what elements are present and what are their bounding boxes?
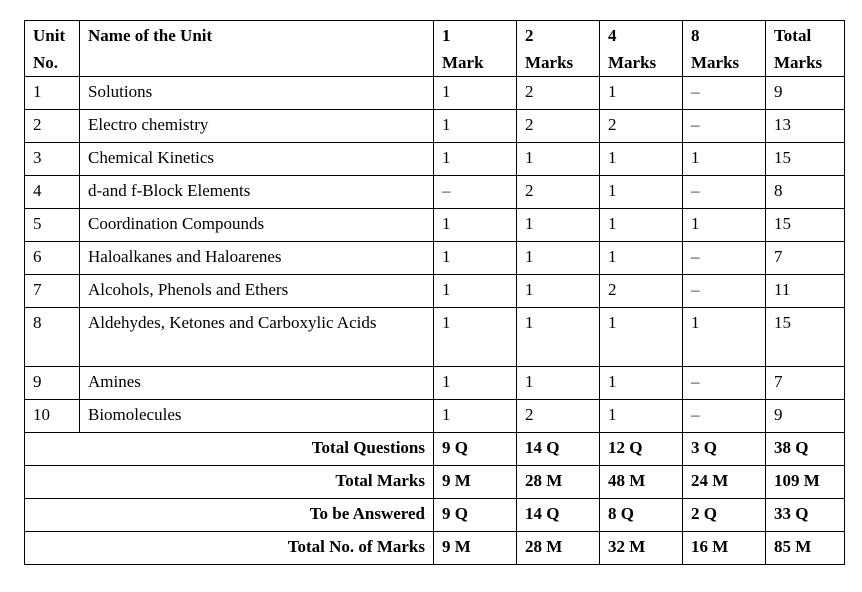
total-marks-cell: 7: [766, 242, 845, 275]
table-row: [25, 143, 845, 176]
eight-marks-cell: 1: [683, 143, 766, 176]
totals-four-marks: 48 M: [600, 466, 683, 499]
header-4-marks-line1: 4: [608, 26, 617, 45]
eight-marks-cell: 1: [683, 209, 766, 242]
unit-name-cell: d-and f-Block Elements: [80, 176, 434, 209]
four-marks-cell: 1: [600, 77, 683, 110]
header-total-marks-line2: Marks: [774, 53, 823, 72]
eight-marks-cell: –: [683, 275, 766, 308]
four-marks-cell: 1: [600, 367, 683, 400]
unit-no-cell: 8: [25, 308, 80, 367]
four-marks-cell: 1: [600, 400, 683, 433]
header-unit-no: [25, 21, 80, 77]
unit-no-cell: 9: [25, 367, 80, 400]
four-marks-cell: 1: [600, 143, 683, 176]
two-marks-cell: 1: [517, 143, 600, 176]
eight-marks-cell: –: [683, 110, 766, 143]
unit-name-cell: Solutions: [80, 77, 434, 110]
one-mark-cell: –: [434, 176, 517, 209]
totals-total: 85 M: [766, 532, 845, 565]
totals-two-marks: 28 M: [517, 466, 600, 499]
two-marks-cell: 2: [517, 176, 600, 209]
totals-eight-marks: 16 M: [683, 532, 766, 565]
one-mark-cell: 1: [434, 275, 517, 308]
totals-label: To be Answered: [25, 499, 434, 532]
unit-name-cell: Aldehydes, Ketones and Carboxylic Acids: [80, 308, 434, 367]
eight-marks-cell: 1: [683, 308, 766, 367]
two-marks-cell: 1: [517, 209, 600, 242]
unit-no-cell: 4: [25, 176, 80, 209]
four-marks-cell: 1: [600, 176, 683, 209]
header-4-marks-line2: Marks: [608, 53, 657, 72]
two-marks-cell: 1: [517, 367, 600, 400]
four-marks-cell: 1: [600, 308, 683, 367]
table-row: [25, 400, 845, 433]
unit-name-cell: Chemical Kinetics: [80, 143, 434, 176]
total-marks-cell: 13: [766, 110, 845, 143]
one-mark-cell: 1: [434, 77, 517, 110]
four-marks-cell: 2: [600, 275, 683, 308]
header-2-marks-line2: Marks: [525, 53, 574, 72]
two-marks-cell: 1: [517, 308, 600, 367]
total-marks-cell: 15: [766, 209, 845, 242]
total-marks-cell: 15: [766, 143, 845, 176]
total-marks-cell: 11: [766, 275, 845, 308]
header-total-marks-line1: Total: [774, 26, 812, 45]
totals-eight-marks: 3 Q: [683, 433, 766, 466]
totals-body: [25, 433, 845, 565]
header-8-marks-line1: 8: [691, 26, 700, 45]
header-total-marks: [766, 21, 845, 77]
unit-no-cell: 7: [25, 275, 80, 308]
totals-two-marks: 14 Q: [517, 433, 600, 466]
table-header: [25, 21, 845, 77]
one-mark-cell: 1: [434, 242, 517, 275]
one-mark-cell: 1: [434, 400, 517, 433]
unit-name-cell: Haloalkanes and Haloarenes: [80, 242, 434, 275]
totals-four-marks: 32 M: [600, 532, 683, 565]
header-2-marks: [517, 21, 600, 77]
two-marks-cell: 2: [517, 110, 600, 143]
unit-no-cell: 10: [25, 400, 80, 433]
totals-eight-marks: 2 Q: [683, 499, 766, 532]
four-marks-cell: 2: [600, 110, 683, 143]
eight-marks-cell: –: [683, 242, 766, 275]
totals-label: Total Marks: [25, 466, 434, 499]
totals-row: [25, 466, 845, 499]
unit-no-cell: 1: [25, 77, 80, 110]
header-1-mark-line1: 1: [442, 26, 451, 45]
table-row: [25, 77, 845, 110]
totals-one-mark: 9 M: [434, 466, 517, 499]
header-unit-no-line1: Unit: [33, 26, 66, 45]
totals-row: [25, 433, 845, 466]
totals-one-mark: 9 Q: [434, 433, 517, 466]
units-body: [25, 77, 845, 433]
table-row: [25, 367, 845, 400]
table-row: [25, 242, 845, 275]
eight-marks-cell: –: [683, 367, 766, 400]
table-row: [25, 308, 845, 367]
totals-total: 33 Q: [766, 499, 845, 532]
totals-two-marks: 14 Q: [517, 499, 600, 532]
totals-two-marks: 28 M: [517, 532, 600, 565]
header-2-marks-line1: 2: [525, 26, 534, 45]
two-marks-cell: 1: [517, 275, 600, 308]
two-marks-cell: 2: [517, 400, 600, 433]
table-row: [25, 176, 845, 209]
unit-name-cell: Biomolecules: [80, 400, 434, 433]
one-mark-cell: 1: [434, 209, 517, 242]
one-mark-cell: 1: [434, 308, 517, 367]
one-mark-cell: 1: [434, 143, 517, 176]
unit-no-cell: 3: [25, 143, 80, 176]
unit-name-cell: Coordination Compounds: [80, 209, 434, 242]
unit-no-cell: 2: [25, 110, 80, 143]
header-8-marks: [683, 21, 766, 77]
unit-no-cell: 5: [25, 209, 80, 242]
totals-four-marks: 8 Q: [600, 499, 683, 532]
one-mark-cell: 1: [434, 110, 517, 143]
total-marks-cell: 9: [766, 77, 845, 110]
totals-total: 109 M: [766, 466, 845, 499]
two-marks-cell: 1: [517, 242, 600, 275]
totals-eight-marks: 24 M: [683, 466, 766, 499]
totals-label: Total No. of Marks: [25, 532, 434, 565]
header-unit-name: [80, 21, 434, 77]
eight-marks-cell: –: [683, 77, 766, 110]
eight-marks-cell: –: [683, 176, 766, 209]
two-marks-cell: 2: [517, 77, 600, 110]
unit-name-cell: Alcohols, Phenols and Ethers: [80, 275, 434, 308]
table-row: [25, 209, 845, 242]
header-unit-name-text: Name of the Unit: [88, 26, 213, 45]
totals-row: [25, 499, 845, 532]
header-1-mark: [434, 21, 517, 77]
total-marks-cell: 15: [766, 308, 845, 367]
marks-distribution-table: [24, 20, 845, 565]
totals-one-mark: 9 M: [434, 532, 517, 565]
total-marks-cell: 7: [766, 367, 845, 400]
four-marks-cell: 1: [600, 209, 683, 242]
unit-no-cell: 6: [25, 242, 80, 275]
total-marks-cell: 8: [766, 176, 845, 209]
totals-one-mark: 9 Q: [434, 499, 517, 532]
table-row: [25, 275, 845, 308]
totals-row: [25, 532, 845, 565]
total-marks-cell: 9: [766, 400, 845, 433]
totals-four-marks: 12 Q: [600, 433, 683, 466]
totals-label: Total Questions: [25, 433, 434, 466]
unit-name-cell: Electro chemistry: [80, 110, 434, 143]
table-row: [25, 110, 845, 143]
unit-name-cell: Amines: [80, 367, 434, 400]
header-unit-no-line2: No.: [33, 53, 59, 72]
four-marks-cell: 1: [600, 242, 683, 275]
header-4-marks: [600, 21, 683, 77]
totals-total: 38 Q: [766, 433, 845, 466]
header-1-mark-line2: Mark: [442, 53, 484, 72]
one-mark-cell: 1: [434, 367, 517, 400]
eight-marks-cell: –: [683, 400, 766, 433]
header-row: [25, 21, 845, 77]
header-8-marks-line2: Marks: [691, 53, 740, 72]
